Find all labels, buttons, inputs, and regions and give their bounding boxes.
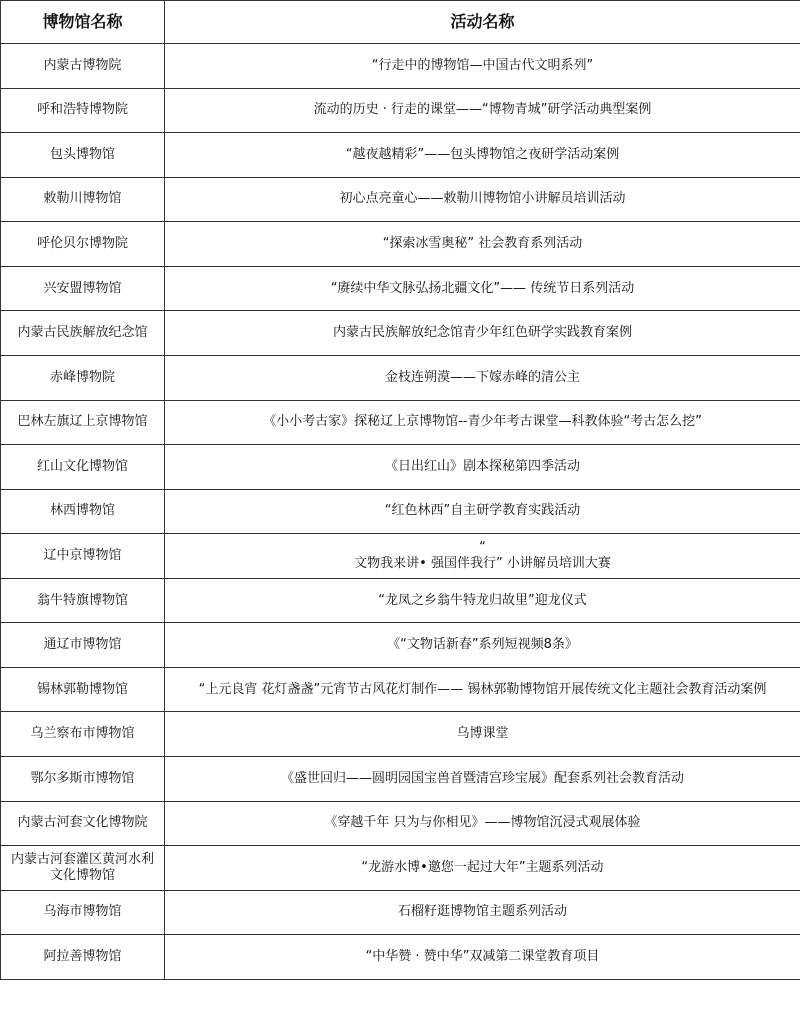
table-row	[1, 133, 800, 178]
museum-name-cell: 巴林左旗辽上京博物馆	[1, 400, 165, 445]
table-row	[1, 712, 800, 757]
activity-name-cell: 乌博课堂	[165, 712, 800, 757]
museum-name-cell: 兴安盟博物馆	[1, 266, 165, 311]
museum-name-cell: 阿拉善博物馆	[1, 935, 165, 980]
table-row	[1, 400, 800, 445]
table-row	[1, 445, 800, 490]
museum-name-cell: 林西博物馆	[1, 489, 165, 534]
table-row	[1, 757, 800, 802]
table-row	[1, 355, 800, 400]
activity-name-cell: “上元良宵 花灯盏盏”元宵节古风花灯制作—— 锡林郭勒博物馆开展传统文化主题社会教育活动案例	[165, 667, 800, 712]
table-row	[1, 890, 800, 935]
activity-name-cell: “中华赞 · 赞中华”双减第二课堂教育项目	[165, 935, 800, 980]
activity-name-cell: 《盛世回归——圆明园国宝兽首暨清宫珍宝展》配套系列社会教育活动	[165, 757, 800, 802]
table-row	[1, 667, 800, 712]
table-row	[1, 846, 800, 891]
museum-name-cell: 乌海市博物馆	[1, 890, 165, 935]
museum-name-cell: 翁牛特旗博物馆	[1, 578, 165, 623]
museum-name-cell: 内蒙古河套文化博物院	[1, 801, 165, 846]
table-row	[1, 44, 800, 89]
activity-name-cell: 《小小考古家》探秘辽上京博物馆--青少年考古课堂—科教体验“考古怎么挖”	[165, 400, 800, 445]
activity-name-cell: 石榴籽逛博物馆主题系列活动	[165, 890, 800, 935]
table-row	[1, 489, 800, 534]
activity-name-cell: 初心点亮童心——敕勒川博物馆小讲解员培训活动	[165, 177, 800, 222]
activity-name-cell: 内蒙古民族解放纪念馆青少年红色研学实践教育案例	[165, 311, 800, 356]
museum-name-cell: 鄂尔多斯市博物馆	[1, 757, 165, 802]
museum-name-cell: 锡林郭勒博物馆	[1, 667, 165, 712]
table-row	[1, 801, 800, 846]
table-row	[1, 623, 800, 668]
museum-name-cell: 内蒙古博物院	[1, 44, 165, 89]
table-row	[1, 266, 800, 311]
table-row	[1, 222, 800, 267]
museum-name-cell: 呼和浩特博物院	[1, 88, 165, 133]
activity-name-cell: “龙游水博•邀您一起过大年”主题系列活动	[165, 846, 800, 891]
museum-name-cell: 包头博物馆	[1, 133, 165, 178]
museum-name-cell: 乌兰察布市博物馆	[1, 712, 165, 757]
table-row	[1, 88, 800, 133]
table-row	[1, 311, 800, 356]
museum-name-cell: 敕勒川博物馆	[1, 177, 165, 222]
activity-name-cell: 《日出红山》剧本探秘第四季活动	[165, 445, 800, 490]
header-activity-name: 活动名称	[165, 1, 800, 44]
museum-name-cell: 辽中京博物馆	[1, 534, 165, 579]
activity-name-cell: 流动的历史 · 行走的课堂——“博物青城”研学活动典型案例	[165, 88, 800, 133]
table-row	[1, 935, 800, 980]
museum-name-cell: 赤峰博物院	[1, 355, 165, 400]
activity-name-cell: “红色林西”自主研学教育实践活动	[165, 489, 800, 534]
activity-name-cell: “龙凤之乡翁牛特龙归故里”迎龙仪式	[165, 578, 800, 623]
museum-name-cell: 红山文化博物馆	[1, 445, 165, 490]
activity-name-cell: “行走中的博物馆—中国古代文明系列”	[165, 44, 800, 89]
activity-name-cell: “越夜越精彩”——包头博物馆之夜研学活动案例	[165, 133, 800, 178]
header-museum-name: 博物馆名称	[1, 1, 165, 44]
museum-name-cell: 通辽市博物馆	[1, 623, 165, 668]
museum-name-cell: 内蒙古民族解放纪念馆	[1, 311, 165, 356]
activity-name-cell: “ 文物我来讲• 强国伴我行” 小讲解员培训大赛	[165, 534, 800, 579]
table-row	[1, 534, 800, 579]
museum-name-cell: 内蒙古河套灌区黄河水利文化博物馆	[1, 846, 165, 891]
museum-name-cell: 呼伦贝尔博物院	[1, 222, 165, 267]
table-row	[1, 578, 800, 623]
activity-name-cell: “赓续中华文脉弘扬北疆文化”—— 传统节日系列活动	[165, 266, 800, 311]
activity-name-cell: 《穿越千年 只为与你相见》——博物馆沉浸式观展体验	[165, 801, 800, 846]
activity-name-cell: “探索冰雪奥秘” 社会教育系列活动	[165, 222, 800, 267]
activity-name-cell: 金枝连朔漠——下嫁赤峰的清公主	[165, 355, 800, 400]
header-row	[1, 1, 800, 44]
activity-name-cell: 《“文物话新春”系列短视频8条》	[165, 623, 800, 668]
table-row	[1, 177, 800, 222]
